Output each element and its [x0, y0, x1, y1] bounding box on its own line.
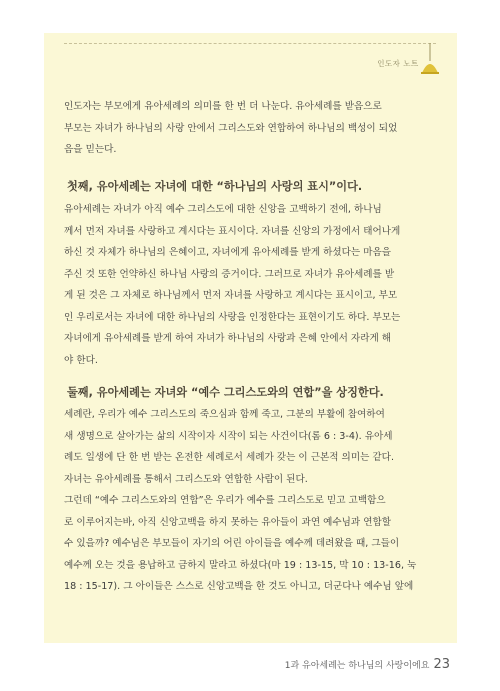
intro-line: 인도자는 부모에게 유아세례의 의미를 한 번 더 나눈다. 유아세례를 받음으로: [64, 101, 382, 112]
intro-line: 부모는 자녀가 하나님의 사랑 안에서 그리스도와 연합하여 하나님의 백성이 되었: [64, 122, 398, 134]
section1-line: 하신 것 자체가 하나님의 은혜이고, 자녀에게 유아세례를 받게 하셨다는 마음을: [64, 247, 392, 258]
section1-line: 자녀에게 유아세례를 받게 하여 자녀가 하나님의 사랑과 은혜 안에서 자라게 해: [64, 333, 392, 344]
page-number: 23: [433, 657, 450, 672]
intro-line: 음을 믿는다.: [64, 144, 117, 155]
page-footer: [250, 657, 450, 672]
section-tag: 인도자 노트: [377, 59, 419, 68]
section2-paragraph: [64, 404, 434, 598]
section2-line: 로 이루어지는바, 아직 신앙고백을 하지 못하는 유아들이 과연 예수님과 연합할: [64, 516, 392, 528]
intro-paragraph: [64, 96, 434, 161]
section2-line: 예수께 오는 것을 용납하고 금하지 말라고 하셨다(마 19 : 13-15, 막 10 : 13-16, 눅: [64, 559, 417, 571]
section1-paragraph: [64, 199, 434, 371]
section2-line: 수 있을까? 예수님은 부모들이 자기의 어린 아이들을 예수께 데려왔을 때, 그들이: [64, 538, 400, 549]
section2-line: 자녀는 유아세례를 통해서 그리스도와 연합한 사람이 된다.: [64, 473, 308, 485]
section1-line: 게 된 것은 그 자체로 하나님께서 먼저 자녀를 사랑하고 계시다는 표시이고, 부모: [64, 290, 398, 301]
section2-line: 세례란, 우리가 예수 그리스도의 죽으심과 함께 죽고, 그분의 부활에 참여하여: [64, 409, 385, 420]
section1-line: 께서 먼저 자녀를 사랑하고 계시다는 표시이다. 자녀를 신앙의 가정에서 태어나게: [64, 225, 401, 237]
section2-heading: 둘째, 유아세례는 자녀와 “예수 그리스도와의 연합”을 상징한다.: [67, 386, 384, 399]
section2-line: 례도 일생에 단 한 번 받는 온전한 세례로서 세례가 갖는 이 근본적 의미는 같다.: [64, 452, 394, 463]
section2-line: 그런데 “예수 그리스도와의 연합”은 우리가 예수를 그리스도로 믿고 고백함으: [64, 495, 386, 506]
section1-line: 야 한다.: [64, 354, 98, 366]
section1-heading: 첫째, 유아세례는 자녀에 대한 “하나님의 사랑의 표시”이다.: [67, 180, 363, 193]
chapter-title: 1과 유아세례는 하나님의 사랑이에요: [284, 661, 430, 671]
section1-line: 유아세례는 자녀가 아직 예수 그리스도에 대한 신앙을 고백하기 전에, 하나님: [64, 204, 382, 215]
header-dashed-rule: [64, 43, 436, 44]
section1-line: 주신 것 또한 언약하신 하나님 사랑의 증거이다. 그러므로 자녀가 유아세례를 받: [64, 268, 395, 280]
section1-line: 인 우리로서는 자녀에 대한 하나님의 사랑을 인정한다는 표현이기도 하다. 부모는: [64, 311, 401, 323]
lamp-icon: [419, 43, 441, 77]
section2-line: 18 : 15-17). 그 아이들은 스스로 신앙고백을 한 것도 아니고, 더군다나 예수님 앞에: [64, 581, 414, 592]
section2-line: 새 생명으로 살아가는 삶의 시작이자 시작이 되는 사건이다(롬 6 : 3-4). 유아세: [64, 430, 393, 442]
